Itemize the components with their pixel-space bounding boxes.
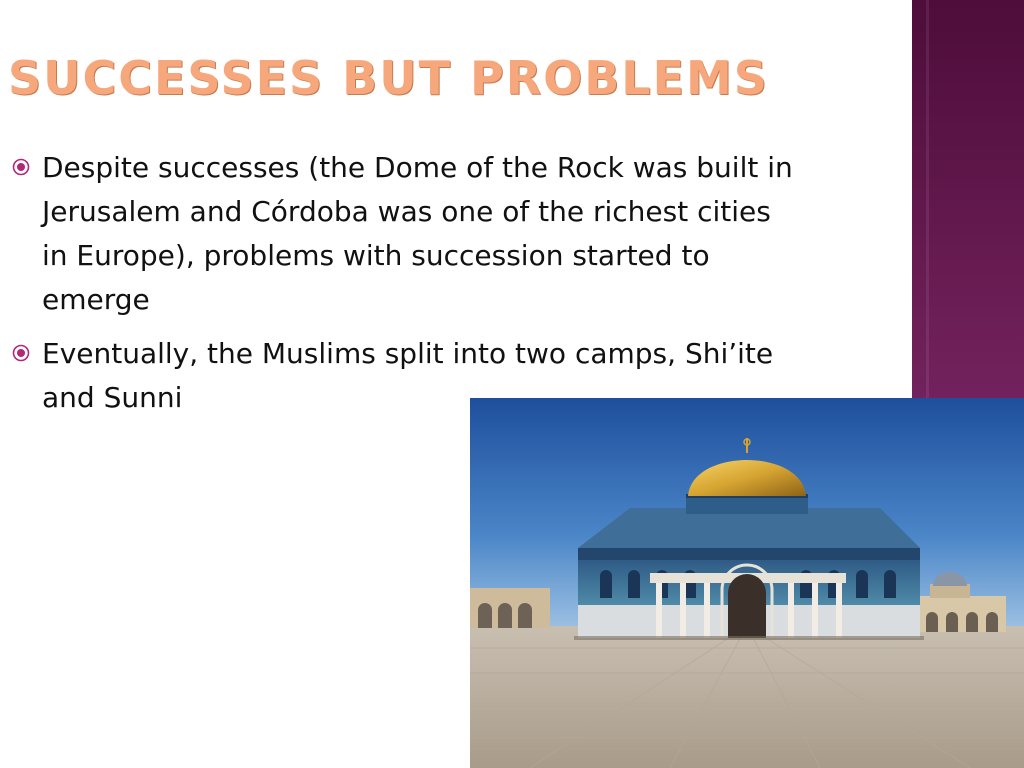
bullet-text: Eventually, the Muslims split into two camps, Shi’ite and Sunni <box>42 337 774 414</box>
slide-title: SUCCESSES BUT PROBLEMS <box>8 51 769 105</box>
dome-of-the-rock-photo <box>470 398 1024 768</box>
bullet-list <box>12 146 802 430</box>
radio-bullet-icon <box>12 158 30 176</box>
bullet-text: Despite successes (the Dome of the Rock was built in Jerusalem and Córdoba was one of the richest cities in Europe), problems with succession started to emerge <box>42 151 793 316</box>
bullet-item <box>12 146 802 322</box>
dome-photo-illustration <box>470 398 1024 768</box>
radio-bullet-icon <box>12 344 30 362</box>
